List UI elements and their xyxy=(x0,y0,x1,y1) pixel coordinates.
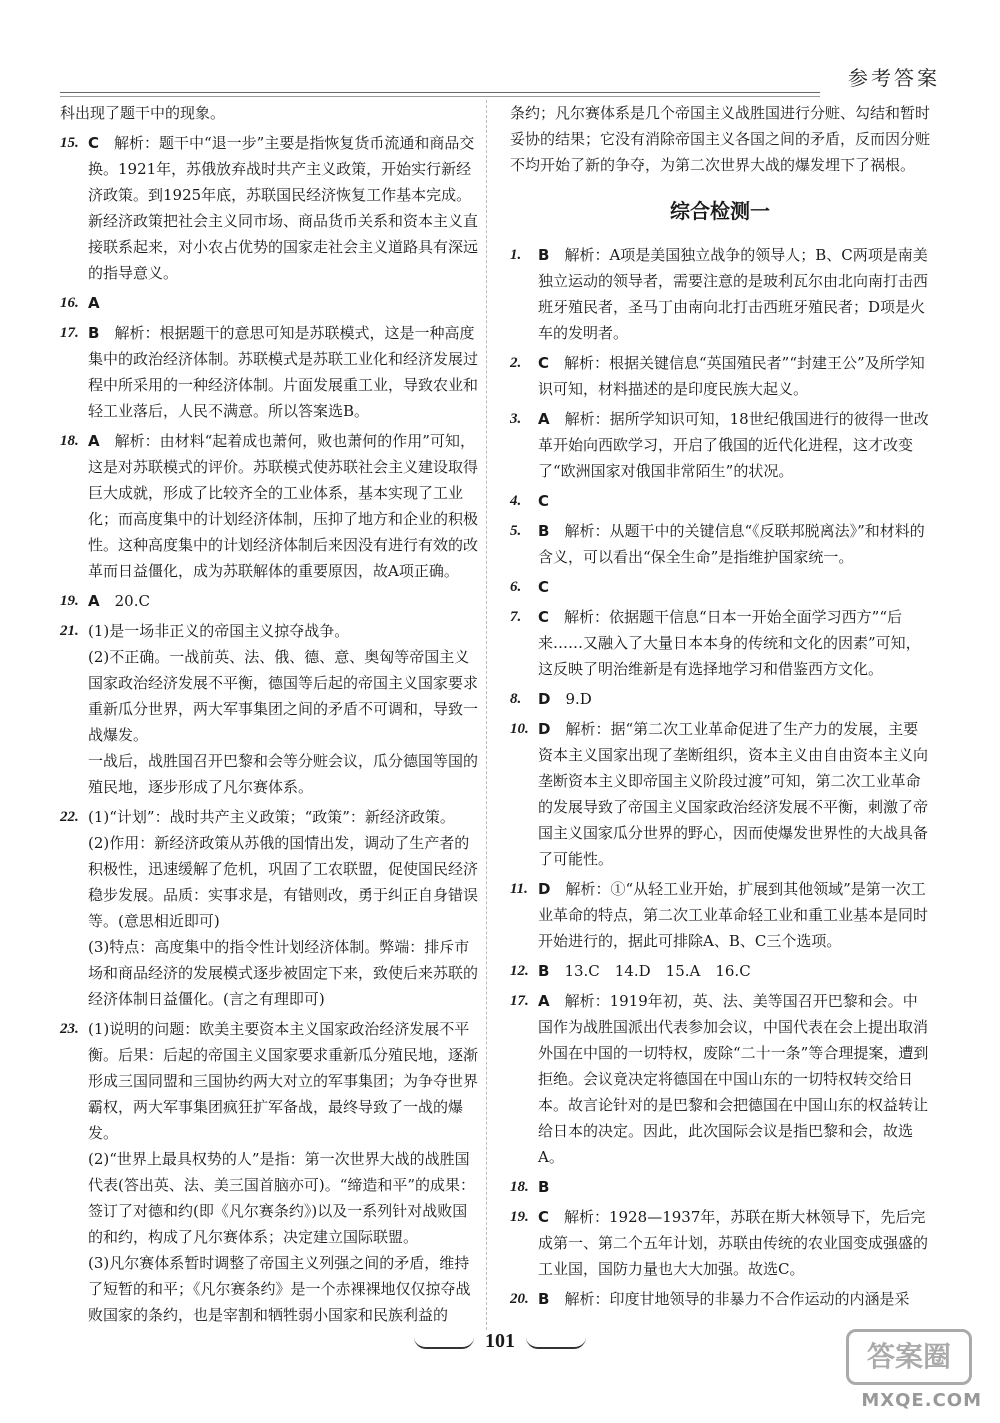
answer-text: (1)说明的问题：欧美主要资本主义国家政治经济发展不平衡。后果：后起的帝国主义国家要求重新瓜分殖民地，逐渐形成三国同盟和三国协约两大对立的军事集团；为争夺世界霸权，两大军事集团疯狂扩军备战，最终导致了一战的爆发。 xyxy=(88,1020,479,1142)
answer-body xyxy=(538,242,930,346)
answer-choice: D xyxy=(538,720,566,738)
answer-body xyxy=(538,350,930,402)
continued-text: 条约；凡尔赛体系是几个帝国主义战胜国进行分赃、勾结和暂时妥协的结果；它没有消除帝国主义各国之间的矛盾，反而因分赃不均开始了新的争夺，为第二次世界大战的爆发埋下了祸根。 xyxy=(510,104,931,174)
answer-body xyxy=(538,406,930,484)
section-title: 综合检测一 xyxy=(670,199,770,223)
question-number: 11. xyxy=(510,881,528,897)
answer-entry xyxy=(510,518,930,570)
answer-body xyxy=(88,618,480,644)
answer-body xyxy=(538,518,930,570)
question-number: 5. xyxy=(510,523,522,539)
watermark xyxy=(832,1321,982,1411)
answer-body xyxy=(538,988,930,1170)
answer-body xyxy=(88,428,480,584)
answer-entry xyxy=(60,618,480,800)
answer-entry xyxy=(510,488,930,514)
answer-entry xyxy=(510,242,930,346)
answer-text: 解析：根据题干的意思可知是苏联模式，这是一种高度集中的政治经济体制。苏联模式是苏联工业化和经济发展过程中所采用的一种经济体制。片面发展重工业，导致农业和轻工业落后，人民不满意。所以答案选B。 xyxy=(88,324,479,420)
answer-choice: D xyxy=(538,690,566,708)
answer-entry xyxy=(510,686,930,712)
answer-choice: C xyxy=(538,608,565,626)
answer-text: 解析：①“从轻工业开始，扩展到其他领域”是第一次工业革命的特点，第二次工业革命轻工业和重工业基本是同时开始进行的，据此可排除A、B、C三个选项。 xyxy=(538,880,929,950)
question-number: 1. xyxy=(510,247,522,263)
answer-subpart: 一战后，战胜国召开巴黎和会等分赃会议，瓜分德国等国的殖民地，逐步形成了凡尔赛体系。 xyxy=(88,752,479,796)
answer-subpart: (2)作用：新经济政策从苏俄的国情出发，调动了生产者的积极性，迅速缓解了危机，巩固了工农联盟，促使国民经济稳步发展。品质：实事求是，有错则改，勇于纠正自身错误等。(意思相近即可) xyxy=(88,834,479,930)
question-number: 7. xyxy=(510,609,522,625)
page-header xyxy=(60,62,940,92)
left-column xyxy=(60,100,480,1332)
answer-body xyxy=(538,1204,930,1282)
answer-body xyxy=(88,588,480,614)
question-number: 18. xyxy=(510,1179,529,1195)
answer-body xyxy=(538,686,930,712)
answer-list xyxy=(510,242,930,1312)
question-number: 19. xyxy=(510,1209,529,1225)
answer-body xyxy=(538,1174,930,1200)
answer-body xyxy=(88,1016,480,1146)
answer-text: 解析：依据题干信息“日本一开始全面学习西方”“后来……又融入了大量日本本身的传统和文化的因素”可知，这反映了明治维新是有选择地学习和借鉴西方文化。 xyxy=(538,608,921,678)
question-number: 4. xyxy=(510,493,522,509)
answer-entry xyxy=(60,320,480,424)
question-number: 22. xyxy=(60,809,79,825)
answer-choice: D xyxy=(538,880,566,898)
continued-text: 科出现了题干中的现象。 xyxy=(60,104,226,122)
answer-entry xyxy=(60,588,480,614)
answer-entry xyxy=(60,130,480,286)
answer-entry xyxy=(510,1204,930,1282)
answer-text: 解析：题干中“退一步”主要是指恢复货币流通和商品交换。1921年，苏俄放弃战时共产主义政策，开始实行新经济政策。到1925年底，苏联国民经济恢复工作基本完成。新经济政策把社会主义同市场、商品货币关系和资本主义直接联系起来，对小农占优势的国家走社会主义道路具有深远的指导意义。 xyxy=(88,134,479,282)
header-title: 参考答案 xyxy=(848,66,940,90)
answer-text: 解析：从题干中的关键信息“《反联邦脱离法》”和材料的含义，可以看出“保全生命”是指维护国家统一。 xyxy=(538,522,925,566)
answer-text: (1)“计划”：战时共产主义政策；“政策”：新经济政策。 xyxy=(88,808,455,826)
question-number: 20. xyxy=(510,1291,529,1307)
question-number: 17. xyxy=(60,325,79,341)
question-number: 23. xyxy=(60,1021,79,1037)
question-number: 12. xyxy=(510,963,529,979)
question-number: 8. xyxy=(510,691,522,707)
answer-body xyxy=(538,716,930,872)
question-number: 2. xyxy=(510,355,522,371)
answer-entry xyxy=(510,1286,930,1312)
question-number: 17. xyxy=(510,993,529,1009)
answer-choice: A xyxy=(88,592,115,610)
question-number: 16. xyxy=(60,295,79,311)
answer-choice: C xyxy=(538,578,565,596)
answer-entry xyxy=(510,574,930,600)
answer-choice: B xyxy=(88,324,115,342)
watermark-logo: 答案圈 xyxy=(846,1329,972,1385)
answer-text: 解析：A项是美国独立战争的领导人；B、C两项是南美独立运动的领导者，需要注意的是玻利瓦尔由北向南打击西班牙殖民者，圣马丁由南向北打击西班牙殖民者；D项是火车的发明者。 xyxy=(538,246,929,342)
question-number: 19. xyxy=(60,593,79,609)
page-footer xyxy=(380,1330,620,1360)
answer-choice: B xyxy=(538,1178,565,1196)
answer-entry xyxy=(510,716,930,872)
question-number: 10. xyxy=(510,721,529,737)
answer-choice: B xyxy=(538,522,565,540)
answer-text: 解析：据“第二次工业革命促进了生产力的发展，主要资本主义国家出现了垄断组织，资本主义由自由资本主义向垄断资本主义即帝国主义阶段过渡”可知，第二次工业革命的发展导致了帝国主义国家政治经济发展不平衡，刺激了帝国主义国家瓜分世界的野心，因而使爆发世界性的大战具备了可能性。 xyxy=(538,720,929,868)
answer-subpart: (2)不正确。一战前英、法、俄、德、意、奥匈等帝国主义国家政治经济发展不平衡，德国等后起的帝国主义国家要求重新瓜分世界，两大军事集团之间的矛盾不可调和，导致一战爆发。 xyxy=(88,648,479,744)
answer-body xyxy=(88,320,480,424)
answer-body xyxy=(88,130,480,286)
answer-entry xyxy=(510,406,930,484)
answer-subpart: (2)“世界上最具权势的人”是指：第一次世界大战的战胜国代表(答出英、法、美三国首脑亦可)。“缔造和平”的成果：签订了对德和约(即《凡尔赛条约》)以及一系列针对战败国的和约，构成了凡尔赛体系；决定建立国际联盟。 xyxy=(88,1150,476,1246)
answer-body xyxy=(538,876,930,954)
answer-text: 解析：印度甘地领导的非暴力不合作运动的内涵是采 xyxy=(564,1290,910,1308)
answer-text: (1)是一场非正义的帝国主义掠夺战争。 xyxy=(88,622,350,640)
answer-choice: A xyxy=(88,294,115,312)
answer-entry xyxy=(60,290,480,316)
footer-ornament-right xyxy=(526,1337,586,1349)
answer-entry xyxy=(510,958,930,984)
answer-text: 解析：据所学知识可知，18世纪俄国进行的彼得一世改革开始向西欧学习，开启了俄国的近代化进程，这才改变了“欧洲国家对俄国非常陌生”的状况。 xyxy=(538,410,929,480)
answer-text: 解析：根据关键信息“英国殖民者”“封建王公”及所学知识可知，材料描述的是印度民族大起义。 xyxy=(538,354,925,398)
question-number: 15. xyxy=(60,135,79,151)
question-number: 18. xyxy=(60,433,79,449)
answer-body xyxy=(538,604,930,682)
answer-subpart: (3)特点：高度集中的指令性计划经济体制。弊端：排斥市场和商品经济的发展模式逐步被固定下来，致使后来苏联的经济体制日益僵化。(言之有理即可) xyxy=(88,938,479,1008)
answer-choice: C xyxy=(538,1208,565,1226)
answer-entry xyxy=(510,350,930,402)
question-number: 21. xyxy=(60,623,79,639)
answer-choice: A xyxy=(88,432,115,450)
answer-text: 13.C 14.D 15.A 16.C xyxy=(564,962,751,980)
watermark-url: MXQE.COM xyxy=(861,1390,982,1411)
answer-choice: C xyxy=(538,354,565,372)
answer-entry xyxy=(510,1174,930,1200)
answer-entry xyxy=(510,604,930,682)
answer-choice: A xyxy=(538,410,565,428)
answer-entry xyxy=(60,804,480,1012)
footer-ornament-left xyxy=(414,1337,474,1349)
answer-entry xyxy=(60,1016,480,1328)
page-number: 101 xyxy=(485,1330,515,1352)
answer-choice: B xyxy=(538,962,565,980)
question-number: 3. xyxy=(510,411,522,427)
column-divider xyxy=(486,100,487,1330)
header-rule xyxy=(60,92,820,93)
answer-subpart: (3)凡尔赛体系暂时调整了帝国主义列强之间的矛盾，维持了短暂的和平；《凡尔赛条约》是一个赤裸裸地仅仅掠夺战败国家的条约，也是宰割和牺牲弱小国家和民族利益的 xyxy=(88,1254,471,1324)
right-column xyxy=(510,100,930,1316)
answer-text: 解析：由材料“起着成也萧何，败也萧何的作用”可知，这是对苏联模式的评价。苏联模式使苏联社会主义建设取得巨大成就，形成了比较齐全的工业体系，基本实现了工业化；而高度集中的计划经济体制，压抑了地方和企业的积极性。这种高度集中的计划经济体制后来因没有进行有效的改革而日益僵化，成为苏联解体的重要原因，故A项正确。 xyxy=(88,432,479,580)
answer-text: 解析：1919年初，英、法、美等国召开巴黎和会。中国作为战胜国派出代表参加会议，中国代表在会上提出取消外国在中国的一切特权，废除“二十一条”等合理提案，遭到拒绝。会议竟决定将德国在中国山东的一切特权转交给日本。故言论针对的是巴黎和会把德国在中国山东的权益转让给日本的决定。因此，此次国际会议是指巴黎和会，故选A。 xyxy=(538,992,929,1166)
header-rule-secondary xyxy=(60,96,820,97)
answer-choice: B xyxy=(538,246,565,264)
answer-text: 9.D xyxy=(565,690,592,708)
question-number: 6. xyxy=(510,579,522,595)
answer-body xyxy=(88,804,480,830)
answer-body xyxy=(88,290,480,316)
answer-choice: B xyxy=(538,1290,565,1308)
answer-choice: C xyxy=(538,492,565,510)
answer-entry xyxy=(510,876,930,954)
answer-text: 解析：1928—1937年，苏联在斯大林领导下，先后完成第一、第二个五年计划，苏联由传统的农业国变成强盛的工业国，国防力量也大大加强。故选C。 xyxy=(538,1208,929,1278)
answer-body xyxy=(538,574,930,600)
answer-text: 20.C xyxy=(114,592,150,610)
answer-body xyxy=(538,488,930,514)
answer-choice: C xyxy=(88,134,115,152)
answer-entry xyxy=(60,428,480,584)
answer-body xyxy=(538,1286,930,1312)
answer-body xyxy=(538,958,930,984)
answer-choice: A xyxy=(538,992,565,1010)
answer-entry xyxy=(510,988,930,1170)
